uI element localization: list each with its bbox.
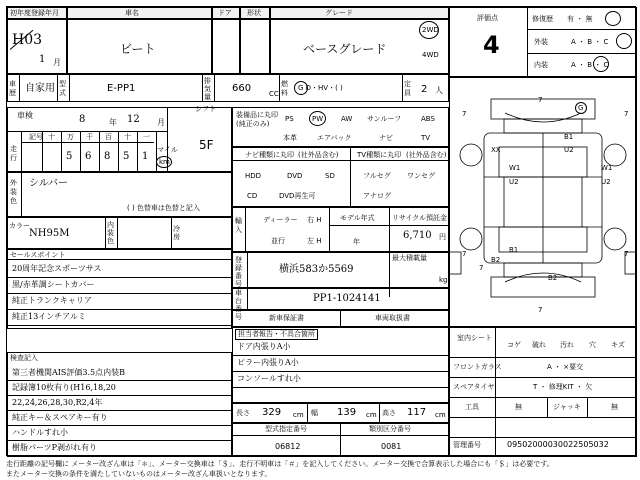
mileage-digit: 6: [85, 151, 92, 162]
mileage-digit: 1: [142, 151, 149, 162]
inspector-rule: [7, 380, 232, 381]
import-label: 輸入: [235, 217, 242, 234]
fuel-label: 燃料: [281, 80, 288, 97]
length-value: 329: [262, 407, 282, 418]
jack-value: 無: [611, 403, 618, 411]
equip-ps: PS: [285, 115, 294, 123]
diag-label-g: G: [578, 104, 584, 112]
drive-2wd: 2WD: [422, 26, 439, 34]
shift-value: 5F: [199, 138, 214, 152]
inspection-month-unit: 月: [157, 118, 165, 127]
diag-label-b1-bottom: B1: [509, 246, 519, 254]
grade-value: ベースグレード: [303, 42, 387, 56]
interior-b-circle: [593, 56, 609, 72]
seat-label-1: 室内シート: [457, 334, 492, 342]
mileage-col-label: 万: [67, 133, 74, 141]
inspector-line: ハンドルすれ小: [12, 428, 68, 437]
import-parallel: 並行: [271, 237, 285, 245]
fuel-options: G D・HV・( ): [298, 84, 343, 92]
shape-label: 形状: [247, 9, 261, 17]
repair-options: 有 ・ 無: [567, 15, 593, 23]
first-reg-label: 初年度登録年月: [10, 9, 59, 17]
ac-label: 冷房: [173, 225, 180, 241]
diag-num-7d: 7: [462, 250, 467, 258]
staff-note-line: ピラー内張りA小: [237, 358, 299, 367]
mileage-col-line: [118, 131, 119, 172]
exterior-note: ( ) 色替車は色替と記入: [127, 204, 200, 212]
equipment-sub: (純正のみ): [236, 120, 270, 128]
mileage-digit: 5: [123, 151, 130, 162]
seat-yabure: 破れ: [532, 341, 546, 349]
staff-notes-label: 担当者報告・不具合箇所: [235, 329, 318, 340]
recycle-value: 6,710: [403, 230, 432, 241]
mileage-col-line: [80, 131, 81, 172]
footer-note-1: 走行距離の記号欄に メーター改ざん車は「＊」、メーター交換車は「＄」、走行不明車は「＃」を記入してください。メーター交換で合算表示した場合にも「＄」は必要です。: [6, 460, 554, 468]
width-label: 幅: [311, 409, 318, 417]
month-unit: 月: [53, 58, 61, 67]
exterior-score-options: A ・ B ・ C: [571, 38, 609, 46]
inspector-rule: [7, 395, 232, 396]
diag-num-7f: 7: [479, 264, 484, 272]
inspector-line: 純正キー＆スペアキー有り: [12, 413, 108, 422]
chassis-value: PP1-1024141: [313, 293, 381, 304]
diag-label-w1-left: W1: [509, 164, 521, 172]
max-load-label: 最大積載量: [392, 254, 427, 262]
glass-label: フロントガラス: [453, 363, 502, 371]
capacity-unit: 人: [435, 86, 443, 95]
import-right: 右 H: [307, 216, 322, 224]
inspector-line: 記録簿10枚有り(H16,18,20: [12, 383, 116, 392]
inspector-line: 樹脂パーツP剥がれ有り: [12, 443, 98, 452]
mileage-digit: 5: [66, 151, 73, 162]
shape-cell: [240, 19, 270, 74]
auction-sheet: [6, 6, 636, 456]
repair-label: 修復歴: [532, 15, 553, 23]
tv-title: TV種類に丸印: [357, 151, 402, 159]
mileage-digit: 8: [104, 151, 111, 162]
diag-label-u2-right: U2: [601, 178, 611, 186]
diag-label-xx: XX: [491, 146, 501, 154]
equip-tv: TV: [421, 134, 431, 142]
door-cell: [212, 19, 240, 74]
class-value: 0081: [381, 442, 402, 451]
car-name-label: 車名: [125, 9, 139, 17]
class-label: 類別区分番号: [369, 425, 411, 433]
mileage-col-line: [137, 131, 138, 172]
length-cm: cm: [293, 411, 304, 419]
registration-label: 登録番号: [235, 256, 242, 288]
height-value: 117: [407, 407, 427, 418]
model-year-label: モデル年式: [340, 214, 375, 222]
grade-label: グレード: [325, 9, 353, 17]
mileage-col-label: 記号: [29, 133, 43, 141]
usage-value: 自家用: [25, 83, 55, 94]
model-year-value: 年: [353, 238, 360, 246]
staff-note-rule: [232, 371, 449, 372]
car-diagram: [449, 77, 637, 327]
registration-value: 横浜583か5569: [279, 264, 354, 275]
mileage-sep: [21, 142, 154, 143]
sales-point-rule: [7, 325, 232, 326]
sales-point-rule: [7, 293, 232, 294]
inspector-label: 検査記入: [10, 354, 38, 362]
diag-num-7e: 7: [624, 250, 629, 258]
staff-note-line: ドア内張りA小: [237, 342, 291, 351]
diag-label-u2-top: U2: [564, 146, 574, 154]
sales-point-rule: [7, 309, 232, 310]
diag-num-7c: 7: [624, 110, 629, 118]
first-reg-month: 1: [39, 54, 46, 65]
inspection-year: 8: [79, 114, 86, 125]
drive-4wd: 4WD: [422, 51, 439, 59]
cert-label: 型式指定番号: [265, 425, 307, 433]
displacement-label: 排気量: [204, 77, 211, 101]
glass-options: A ・ ×要交: [547, 363, 584, 371]
sales-point-line: 黒/赤革調シートカバー: [12, 280, 95, 289]
mileage-col-label: 百: [105, 133, 112, 141]
chassis-label: 車台番号: [235, 289, 242, 321]
height-cm: cm: [435, 411, 446, 419]
navi-cd: CD: [247, 192, 258, 200]
height-label: 高さ: [382, 409, 396, 417]
car-name: ビート: [120, 42, 156, 56]
navi-dvd-play: DVD再生可: [279, 192, 316, 200]
row2: [7, 74, 449, 102]
interior-color-label: 内装色: [107, 221, 114, 245]
mileage-col-label: 一: [143, 133, 150, 141]
navi-sd: SD: [325, 172, 335, 180]
inspection-label: 車検: [17, 111, 33, 120]
inspector-line: 22,24,26,28,30,R2,4年: [12, 398, 103, 407]
width-cm: cm: [366, 411, 377, 419]
exterior-score-label: 外装: [534, 38, 548, 46]
inspector-rule: [7, 425, 232, 426]
tv-oneseg: ワンセグ: [407, 172, 435, 180]
shift-label: シフト: [195, 105, 216, 113]
score-value: 4: [483, 31, 500, 59]
cert-value: 06812: [275, 442, 301, 451]
grade-header: [270, 7, 449, 19]
navi-sub: (社外品含む): [298, 151, 339, 159]
staff-note-rule: [232, 355, 449, 356]
navi-dvd: DVD: [287, 172, 303, 180]
diag-num-7a: 7: [462, 110, 467, 118]
tools-label: 工具: [465, 403, 479, 411]
management-label: 管理番号: [453, 441, 481, 449]
cc-unit: CC: [269, 90, 279, 98]
sales-point-rule: [7, 277, 232, 278]
diag-label-u2-left: U2: [509, 178, 519, 186]
sales-point-label: セールスポイント: [10, 251, 66, 259]
equip-aw: AW: [341, 115, 353, 123]
mileage-label: 走行: [10, 145, 17, 162]
diag-num-7g: 7: [538, 306, 543, 314]
warranty-label: 新車保証書: [269, 314, 304, 322]
equip-abs: ABS: [421, 115, 435, 123]
sales-point-line: 20周年記念スポーツサス: [12, 264, 102, 273]
spare-label: スペアタイヤ: [453, 383, 495, 391]
door-label: ドア: [218, 9, 232, 17]
equipment-label: 装備品に丸印: [236, 111, 278, 119]
mileage-col-label: 十: [124, 133, 131, 141]
mileage-col-label: 十: [48, 133, 55, 141]
diag-label-b2-left: B2: [491, 256, 501, 264]
mileage-col-line: [99, 131, 100, 172]
mileage-col-line: [42, 131, 43, 172]
seat-kizu: キズ: [611, 341, 625, 349]
recycle-label: リサイクル預託金: [392, 214, 448, 222]
interior-score-label: 内装: [534, 61, 548, 69]
footer-note-2: またメーター交換の条件を満たしていないものはメーター改ざん車扱いとなります。: [6, 470, 272, 478]
exterior-label: 外装色: [10, 179, 17, 205]
mileage-col-label: 千: [86, 133, 93, 141]
sales-point-line: 純正13インチアルミ: [12, 312, 86, 321]
mile-unit: マイル: [157, 146, 178, 154]
equip-leather: 本革: [283, 134, 297, 142]
km-unit: km: [159, 158, 170, 166]
equip-pw: PW: [312, 115, 324, 123]
mileage-col-line: [61, 131, 62, 172]
equip-navi: ナビ: [379, 134, 393, 142]
navi-title: ナビ種類に丸印: [245, 151, 294, 159]
car-name-header: [67, 7, 212, 19]
inspector-rule: [7, 440, 232, 441]
seat-yogore: 汚れ: [560, 341, 574, 349]
kg-unit: kg: [439, 276, 448, 284]
mileage-col-line: [156, 131, 157, 172]
jack-label: ジャッキ: [553, 403, 581, 411]
model-label: 型式: [59, 80, 66, 97]
exterior-value: シルバー: [29, 178, 69, 189]
inspector-line: 第三者機関AIS評価3.5点内装B: [12, 368, 126, 377]
length-label: 長さ: [236, 409, 250, 417]
displacement-value: 660: [232, 83, 252, 94]
tv-analog: アナログ: [363, 192, 391, 200]
exterior-c-circle: [616, 33, 632, 49]
sales-point-line: 純正トランクキャリア: [12, 296, 92, 305]
diag-label-w1-right: W1: [601, 164, 613, 172]
interior-score-options: A ・ B ・ C: [571, 61, 609, 69]
tv-fullseg: フルセグ: [363, 172, 391, 180]
usage-label: 車歴: [9, 80, 16, 97]
inspection-month: 12: [127, 114, 140, 125]
equip-sunroof: サンルーフ: [367, 115, 402, 123]
first-reg-value: H03: [12, 32, 43, 48]
inspector-rule: [7, 410, 232, 411]
seat-ana: 穴: [589, 341, 596, 349]
equip-airbag: エアバック: [317, 134, 352, 142]
diag-label-b2-rear: B2: [548, 274, 558, 282]
management-value: 09502000030022505032: [507, 440, 609, 449]
diag-label-b1-top: B1: [564, 133, 574, 141]
staff-note-rule: [232, 387, 449, 388]
yen-unit: 円: [439, 233, 446, 241]
width-value: 139: [337, 407, 357, 418]
import-dealer: ディーラー: [263, 216, 298, 224]
model-value: E-PP1: [107, 83, 136, 94]
color-no: NH95M: [29, 228, 70, 239]
staff-note-line: コンソールすれ小: [237, 374, 301, 383]
inspection-year-unit: 年: [109, 118, 117, 127]
tools-value: 無: [515, 403, 522, 411]
navi-hdd: HDD: [245, 172, 262, 180]
capacity-value: 2: [421, 84, 428, 95]
repair-none-circle: [605, 11, 621, 26]
diag-num-7b: 7: [538, 96, 543, 104]
seat-koge: コゲ: [507, 341, 521, 349]
color-label: カラー: [9, 222, 30, 230]
inspector-rule: [7, 455, 232, 456]
score-label: 評価点: [477, 14, 498, 22]
spare-options: T ・ 修理KIT ・ 欠: [533, 383, 593, 391]
import-left: 左 H: [307, 237, 322, 245]
manual-label: 車両取扱書: [375, 314, 410, 322]
capacity-label: 定員: [404, 80, 411, 97]
tv-sub: (社外品含む): [406, 151, 447, 159]
